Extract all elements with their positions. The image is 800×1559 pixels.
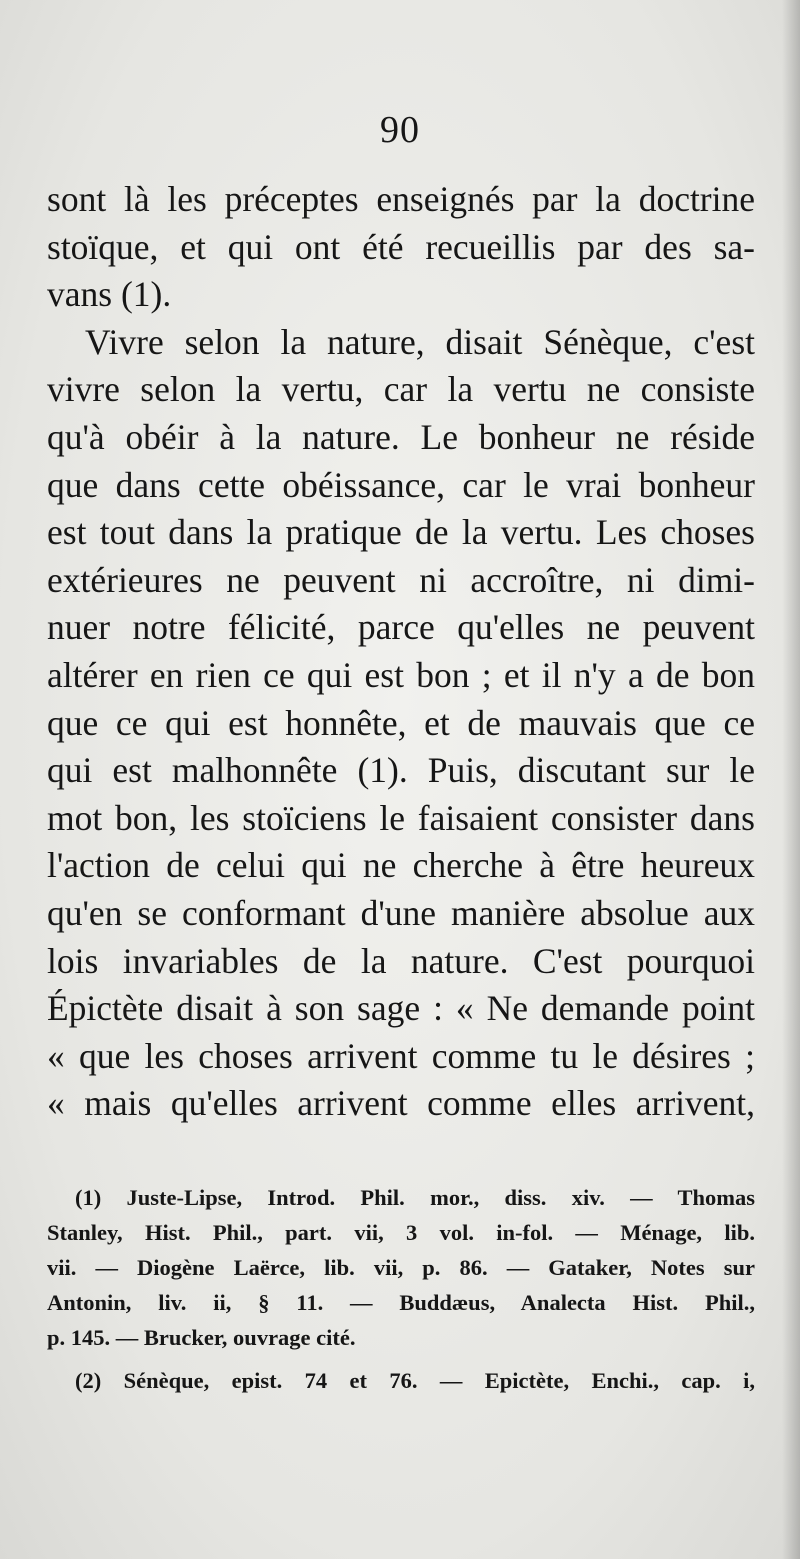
body-line: vivre selon la vertu, car la vertu ne consiste — [47, 369, 755, 410]
page-edge-shadow — [782, 0, 800, 1559]
footnotes — [47, 1180, 755, 1398]
body-line: qui est malhonnête (1). Puis, discutant sur le — [47, 750, 755, 791]
body-line: « que les choses arrivent comme tu le désires ; — [47, 1035, 755, 1076]
body-line: altérer en rien ce qui est bon ; et il n'y a de bon — [47, 654, 755, 695]
body-line: que ce qui est honnête, et de mauvais que ce — [47, 702, 755, 743]
body-line: Vivre selon la nature, disait Sénèque, c'est — [85, 321, 755, 362]
body-line: Épictète disait à son sage : « Ne demande point — [47, 988, 755, 1029]
footnote-line: Stanley, Hist. Phil., part. vii, 3 vol. in-fol. — Ménage, lib. — [47, 1220, 755, 1245]
footnote-line: p. 145. — Brucker, ouvrage cité. — [47, 1325, 356, 1350]
body-line: extérieures ne peuvent ni accroître, ni dimi- — [47, 559, 755, 600]
body-line: qu'en se conformant d'une manière absolue aux — [47, 892, 755, 933]
body-line: mot bon, les stoïciens le faisaient consister dans — [47, 797, 755, 838]
body-line: que dans cette obéissance, car le vrai bonheur — [47, 464, 755, 505]
page-number: 90 — [380, 109, 420, 151]
footnote-line: vii. — Diogène Laërce, lib. vii, p. 86. — Gataker, Notes sur — [47, 1255, 755, 1280]
body-line: est tout dans la pratique de la vertu. Les choses — [47, 512, 755, 553]
body-line: « mais qu'elles arrivent comme elles arrivent, — [47, 1083, 755, 1124]
body-line: stoïque, et qui ont été recueillis par des sa- — [47, 226, 755, 267]
body-text — [47, 176, 755, 1128]
footnote-line: (2) Sénèque, epist. 74 et 76. — Epictète, Enchi., cap. i, — [75, 1368, 755, 1393]
footnote-line: Antonin, liv. ii, § 11. — Buddæus, Analecta Hist. Phil., — [47, 1290, 755, 1315]
footnote-line: (1) Juste-Lipse, Introd. Phil. mor., diss. xiv. — Thomas — [75, 1185, 755, 1210]
body-line: nuer notre félicité, parce qu'elles ne peuvent — [47, 607, 755, 648]
body-line: l'action de celui qui ne cherche à être heureux — [47, 845, 755, 886]
body-line: sont là les préceptes enseignés par la doctrine — [47, 179, 755, 219]
body-line: qu'à obéir à la nature. Le bonheur ne réside — [47, 416, 755, 457]
body-line: vans (1). — [47, 274, 172, 315]
body-line: lois invariables de la nature. C'est pourquoi — [47, 940, 755, 981]
